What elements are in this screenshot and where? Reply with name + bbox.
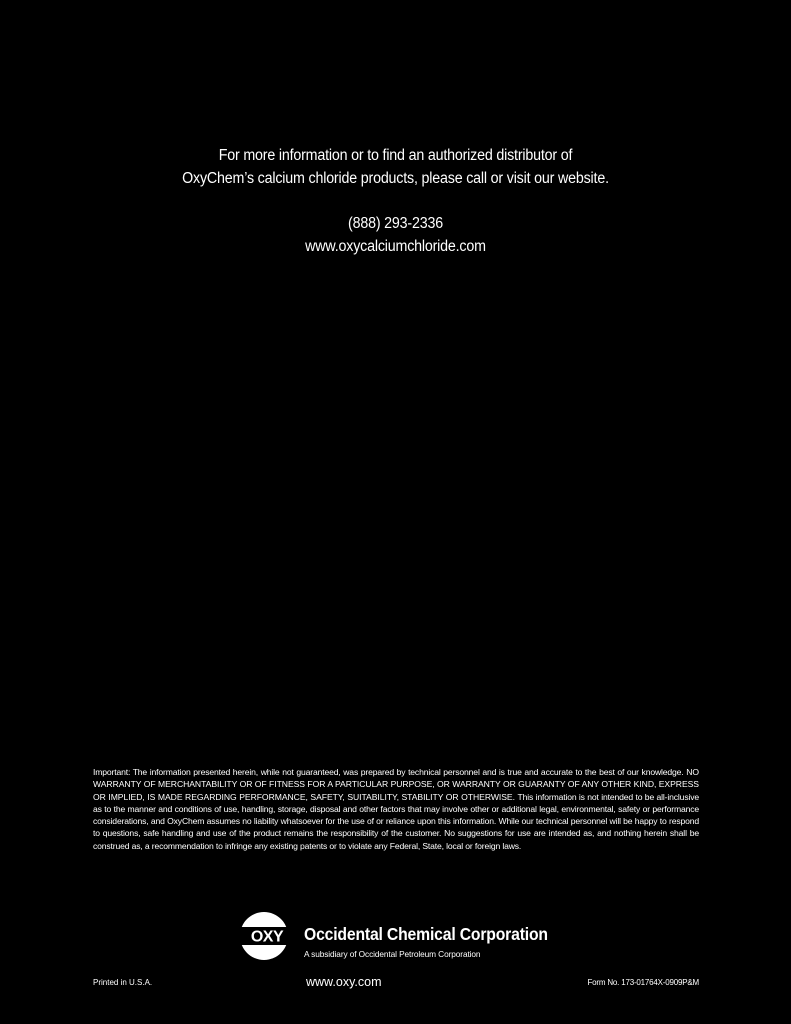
company-name: Occidental Chemical Corporation xyxy=(304,924,548,944)
disclaimer-warranty: NO WARRANTY OF MERCHANTABILITY OR OF FITNESS FOR A PARTICULAR PURPOSE, OR WARRANTY OR GUARANTY OF ANY OTHER KIND, EXPRESS OR IMPLIED, IS MADE REGARDING PERFORMANCE, SAFETY, SUITABILITY, STABILITY OR OTHERWISE. xyxy=(93,767,699,802)
contact-line-1: For more information or to find an authorized distributor of xyxy=(218,147,573,164)
form-number: Form No. 173-01764X-0909P&M xyxy=(587,978,699,987)
disclaimer-body: This information is not intended to be all-inclusive as to the manner and conditions of use, handling, storage, disposal and other factors that may involve other or additional legal, environmental, safety or performance considerations, and OxyChem assumes no liability whatsoever for the use of or reliance upon this information. While our technical personnel will be happy to respond to questions, safe handling and use of the product remains the responsibility of the customer. No suggestions for use are intended as, and nothing herein shall be construed as, a recommendation to infringe any existing patents or to violate any Federal, State, local or foreign laws. xyxy=(93,791,699,851)
printed-in: Printed in U.S.A. xyxy=(93,978,153,987)
company-logo-block xyxy=(238,910,568,966)
oxy-logo-icon xyxy=(238,910,296,962)
contact-line-2: OxyChem’s calcium chloride products, please call or visit our website. xyxy=(182,170,609,187)
logo-text: OXY xyxy=(250,928,284,946)
disclaimer-intro: Important: The information presented herein, while not guaranteed, was prepared by technical personnel and is true and accurate to the best of our knowledge. xyxy=(93,767,687,777)
legal-disclaimer xyxy=(93,766,699,852)
contact-phone: (888) 293-2336 xyxy=(348,215,443,232)
contact-website: www.oxycalciumchloride.com xyxy=(305,238,486,255)
subsidiary-line: A subsidiary of Occidental Petroleum Corporation xyxy=(304,949,481,959)
footer-website-link[interactable]: www.oxy.com xyxy=(306,975,382,989)
contact-block xyxy=(0,144,791,258)
